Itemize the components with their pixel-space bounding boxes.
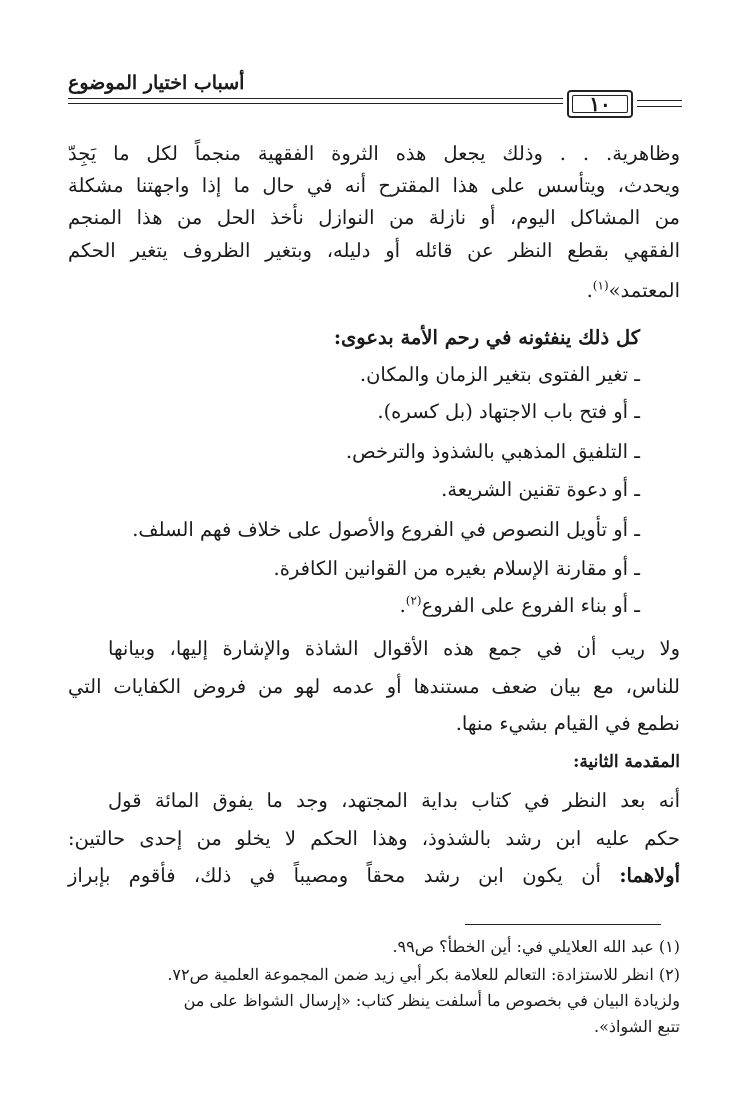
header-rule-right-lower — [637, 106, 682, 107]
footnote-ref-1[interactable]: (١) — [592, 278, 609, 293]
footnote-ref-2[interactable]: (٢) — [405, 593, 422, 608]
claim-item-5: ـ أو تأويل النصوص في الفروع والأصول على خلاف فهم السلف. — [132, 518, 640, 541]
section-heading: المقدمة الثانية: — [573, 752, 680, 772]
para3-line-2: حكم عليه ابن رشد بالشذوذ، وهذا الحكم لا يخلو من إحدى حالتين: — [68, 827, 680, 850]
header-rule-left — [68, 98, 563, 99]
first-case-text: أن يكون ابن رشد محقاً ومصيباً في ذلك، فأقوم بإبراز — [68, 864, 620, 887]
claim-item-7-text: ـ أو بناء الفروع على الفروع — [421, 594, 640, 617]
footnote-2-cont-1: ولزيادة البيان في بخصوص ما أسلفت ينظر كتاب: «إرسال الشواظ على من — [183, 991, 680, 1010]
body-line-3: من المشاكل اليوم، أو نازلة من النوازل نأخذ الحل من هذا المنجم — [68, 206, 680, 229]
header-rule-right — [637, 100, 682, 101]
body-line-5 — [587, 279, 680, 303]
para2-line-1: ولا ريب أن في جمع هذه الأقوال الشاذة والإشارة إليها، وبيانها — [108, 637, 680, 660]
para3-line-3 — [68, 864, 680, 888]
footnote-2: (٢) انظر للاستزادة: التعالم للعلامة بكر أبي زيد ضمن المجموعة العلمية ص٧٢. — [167, 965, 680, 984]
running-title: أسباب اختيار الموضوع — [68, 72, 245, 94]
para3-line-1: أنه بعد النظر في كتاب بداية المجتهد، وجد ما يفوق المائة قول — [108, 789, 680, 812]
claim-item-6: ـ أو مقارنة الإسلام بغيره من القوانين الكافرة. — [273, 557, 640, 580]
claim-item-3: ـ التلفيق المذهبي بالشذوذ والترخص. — [345, 440, 640, 463]
claim-item-7 — [400, 594, 640, 618]
body-line-2: ويحدث، ويتأسس على هذا المقترح أنه في حال ما إذا واجهتنا مشكلة — [68, 174, 680, 197]
page-number-box — [567, 90, 633, 118]
claims-heading: كل ذلك ينفثونه في رحم الأمة بدعوى: — [333, 326, 640, 349]
body-line-1: وظاهرية. . . وذلك يجعل هذه الثروة الفقهية منجماً لكل ما يَجِدّ — [68, 142, 680, 165]
page-number: ١٠ — [589, 92, 611, 116]
claim-item-1: ـ تغير الفتوى بتغير الزمان والمكان. — [359, 363, 640, 386]
para2-line-2: للناس، مع بيان ضعف مستندها أو عدمه لهو من فروض الكفايات التي — [68, 675, 680, 698]
claim-item-7-end: . — [399, 594, 406, 617]
claim-item-2: ـ أو فتح باب الاجتهاد (بل كسره). — [377, 400, 640, 423]
claim-item-4: ـ أو دعوة تقنين الشريعة. — [441, 478, 640, 501]
first-case-label: أولاهما: — [619, 864, 680, 887]
line5-text: المعتمد» — [608, 279, 680, 302]
footnote-1: (١) عبد الله العلايلي في: أين الخطأ؟ ص٩٩. — [392, 937, 680, 956]
body-line-4: الفقهي بقطع النظر عن قائله أو دليله، وبتغير الظروف يتغير الحكم — [68, 239, 680, 262]
line5-end: . — [586, 279, 593, 302]
footnote-2-cont-2: تتبع الشواذ». — [593, 1017, 680, 1036]
para2-line-3: نطمع في القيام بشيء منها. — [455, 712, 680, 735]
footnote-separator — [465, 924, 661, 925]
header-rule-left-lower — [68, 103, 563, 104]
